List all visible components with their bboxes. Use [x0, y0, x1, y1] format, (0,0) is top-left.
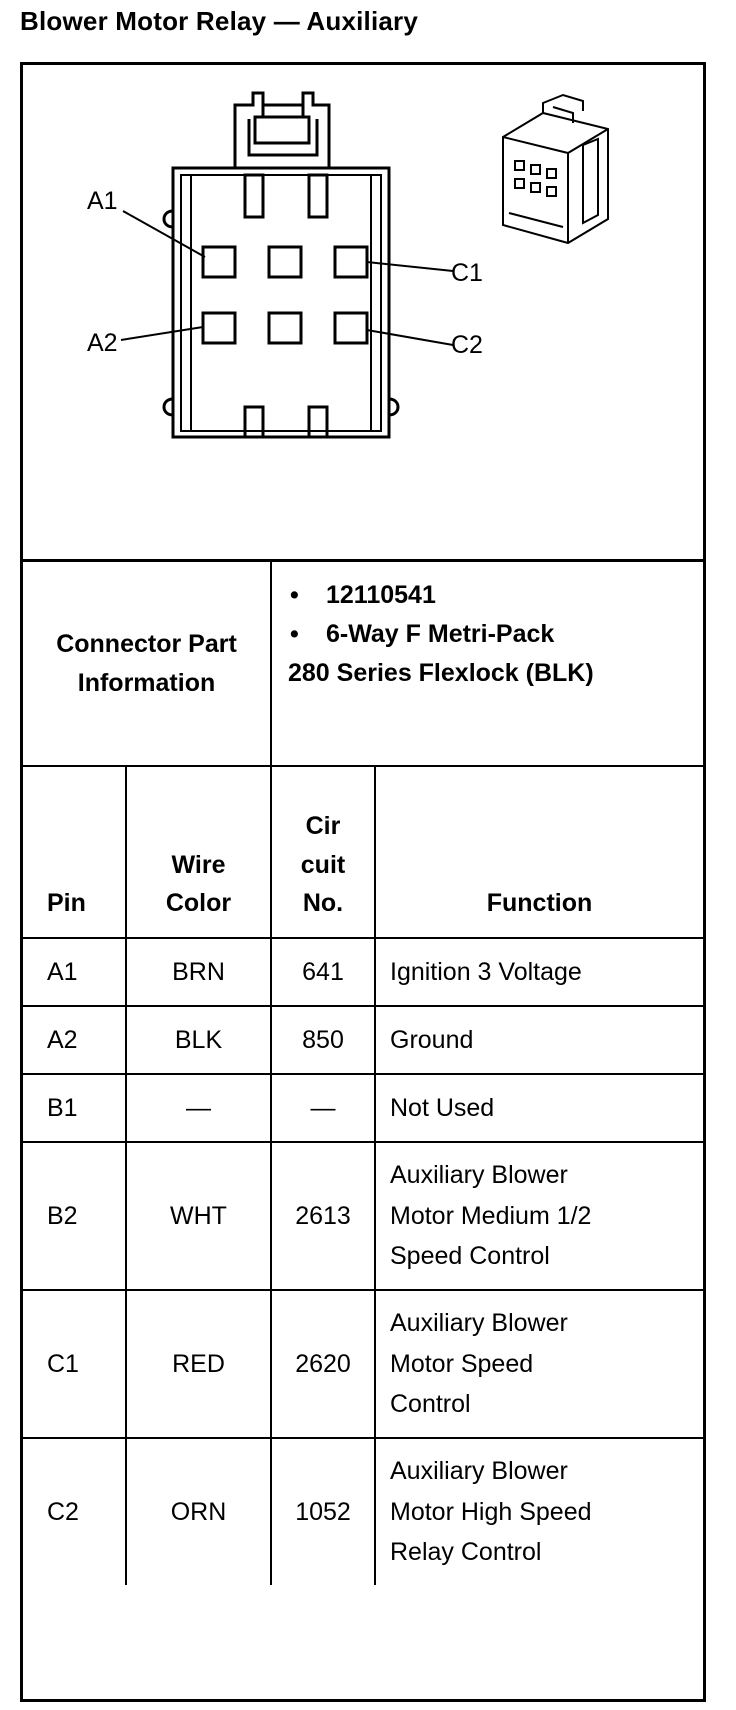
connector-type: • 6-Way F Metri-Pack	[288, 615, 703, 654]
cavity-b2	[269, 313, 301, 343]
cell-wire-color: ORN	[126, 1438, 271, 1585]
header-wire-color: Wire Color	[126, 766, 271, 938]
cell-circuit: 1052	[271, 1438, 375, 1585]
page-title: Blower Motor Relay — Auxiliary	[20, 6, 419, 36]
cell-function: Ignition 3 Voltage	[375, 938, 703, 1006]
cavity-a2	[203, 313, 235, 343]
table-row	[23, 1074, 703, 1142]
cell-pin: A1	[23, 938, 126, 1006]
connector-info-row	[23, 561, 703, 767]
connector-part-number: • 12110541	[288, 576, 703, 615]
pin-label-c2: C2	[451, 331, 483, 359]
pin-label-a2: A2	[87, 329, 118, 357]
pin-label-a1: A1	[87, 187, 118, 215]
pin-label-c1: C1	[451, 259, 483, 287]
connector-face-drawing	[23, 65, 703, 559]
table-row	[23, 938, 703, 1006]
cell-circuit: 2620	[271, 1290, 375, 1438]
cell-circuit: 641	[271, 938, 375, 1006]
cell-function: Auxiliary Blower Motor High Speed Relay Control	[375, 1438, 703, 1585]
cavity-a1	[203, 247, 235, 277]
cell-circuit: —	[271, 1074, 375, 1142]
header-circuit-number: Cir cuit No.	[271, 766, 375, 938]
pinout-table	[23, 559, 703, 1585]
cell-wire-color: WHT	[126, 1142, 271, 1290]
table-header-row	[23, 766, 703, 938]
table-row	[23, 1006, 703, 1074]
cell-function: Not Used	[375, 1074, 703, 1142]
cell-wire-color: —	[126, 1074, 271, 1142]
cell-circuit: 2613	[271, 1142, 375, 1290]
header-function: Function	[375, 766, 703, 938]
cell-wire-color: BLK	[126, 1006, 271, 1074]
cell-pin: B1	[23, 1074, 126, 1142]
cell-function: Auxiliary Blower Motor Speed Control	[375, 1290, 703, 1438]
cavity-c1	[335, 247, 367, 277]
connector-series: 280 Series Flexlock (BLK)	[288, 658, 594, 687]
leader-c2	[367, 330, 453, 345]
cell-function: Ground	[375, 1006, 703, 1074]
cavity-c2	[335, 313, 367, 343]
cell-pin: C1	[23, 1290, 126, 1438]
connector-info-value	[271, 561, 703, 767]
table-row	[23, 1290, 703, 1438]
cell-wire-color: RED	[126, 1290, 271, 1438]
header-pin: Pin	[23, 766, 126, 938]
table-row	[23, 1438, 703, 1585]
cavity-b1	[269, 247, 301, 277]
cell-pin: C2	[23, 1438, 126, 1585]
cell-pin: A2	[23, 1006, 126, 1074]
table-row	[23, 1142, 703, 1290]
connector-info-label: Connector Part Information	[23, 561, 271, 767]
connector-diagram	[23, 65, 703, 559]
cell-wire-color: BRN	[126, 938, 271, 1006]
connector-isometric-icon	[503, 95, 608, 243]
cell-function: Auxiliary Blower Motor Medium 1/2 Speed Control	[375, 1142, 703, 1290]
cell-pin: B2	[23, 1142, 126, 1290]
cell-circuit: 850	[271, 1006, 375, 1074]
connector-document-frame	[20, 62, 706, 1702]
leader-c1	[367, 262, 453, 271]
